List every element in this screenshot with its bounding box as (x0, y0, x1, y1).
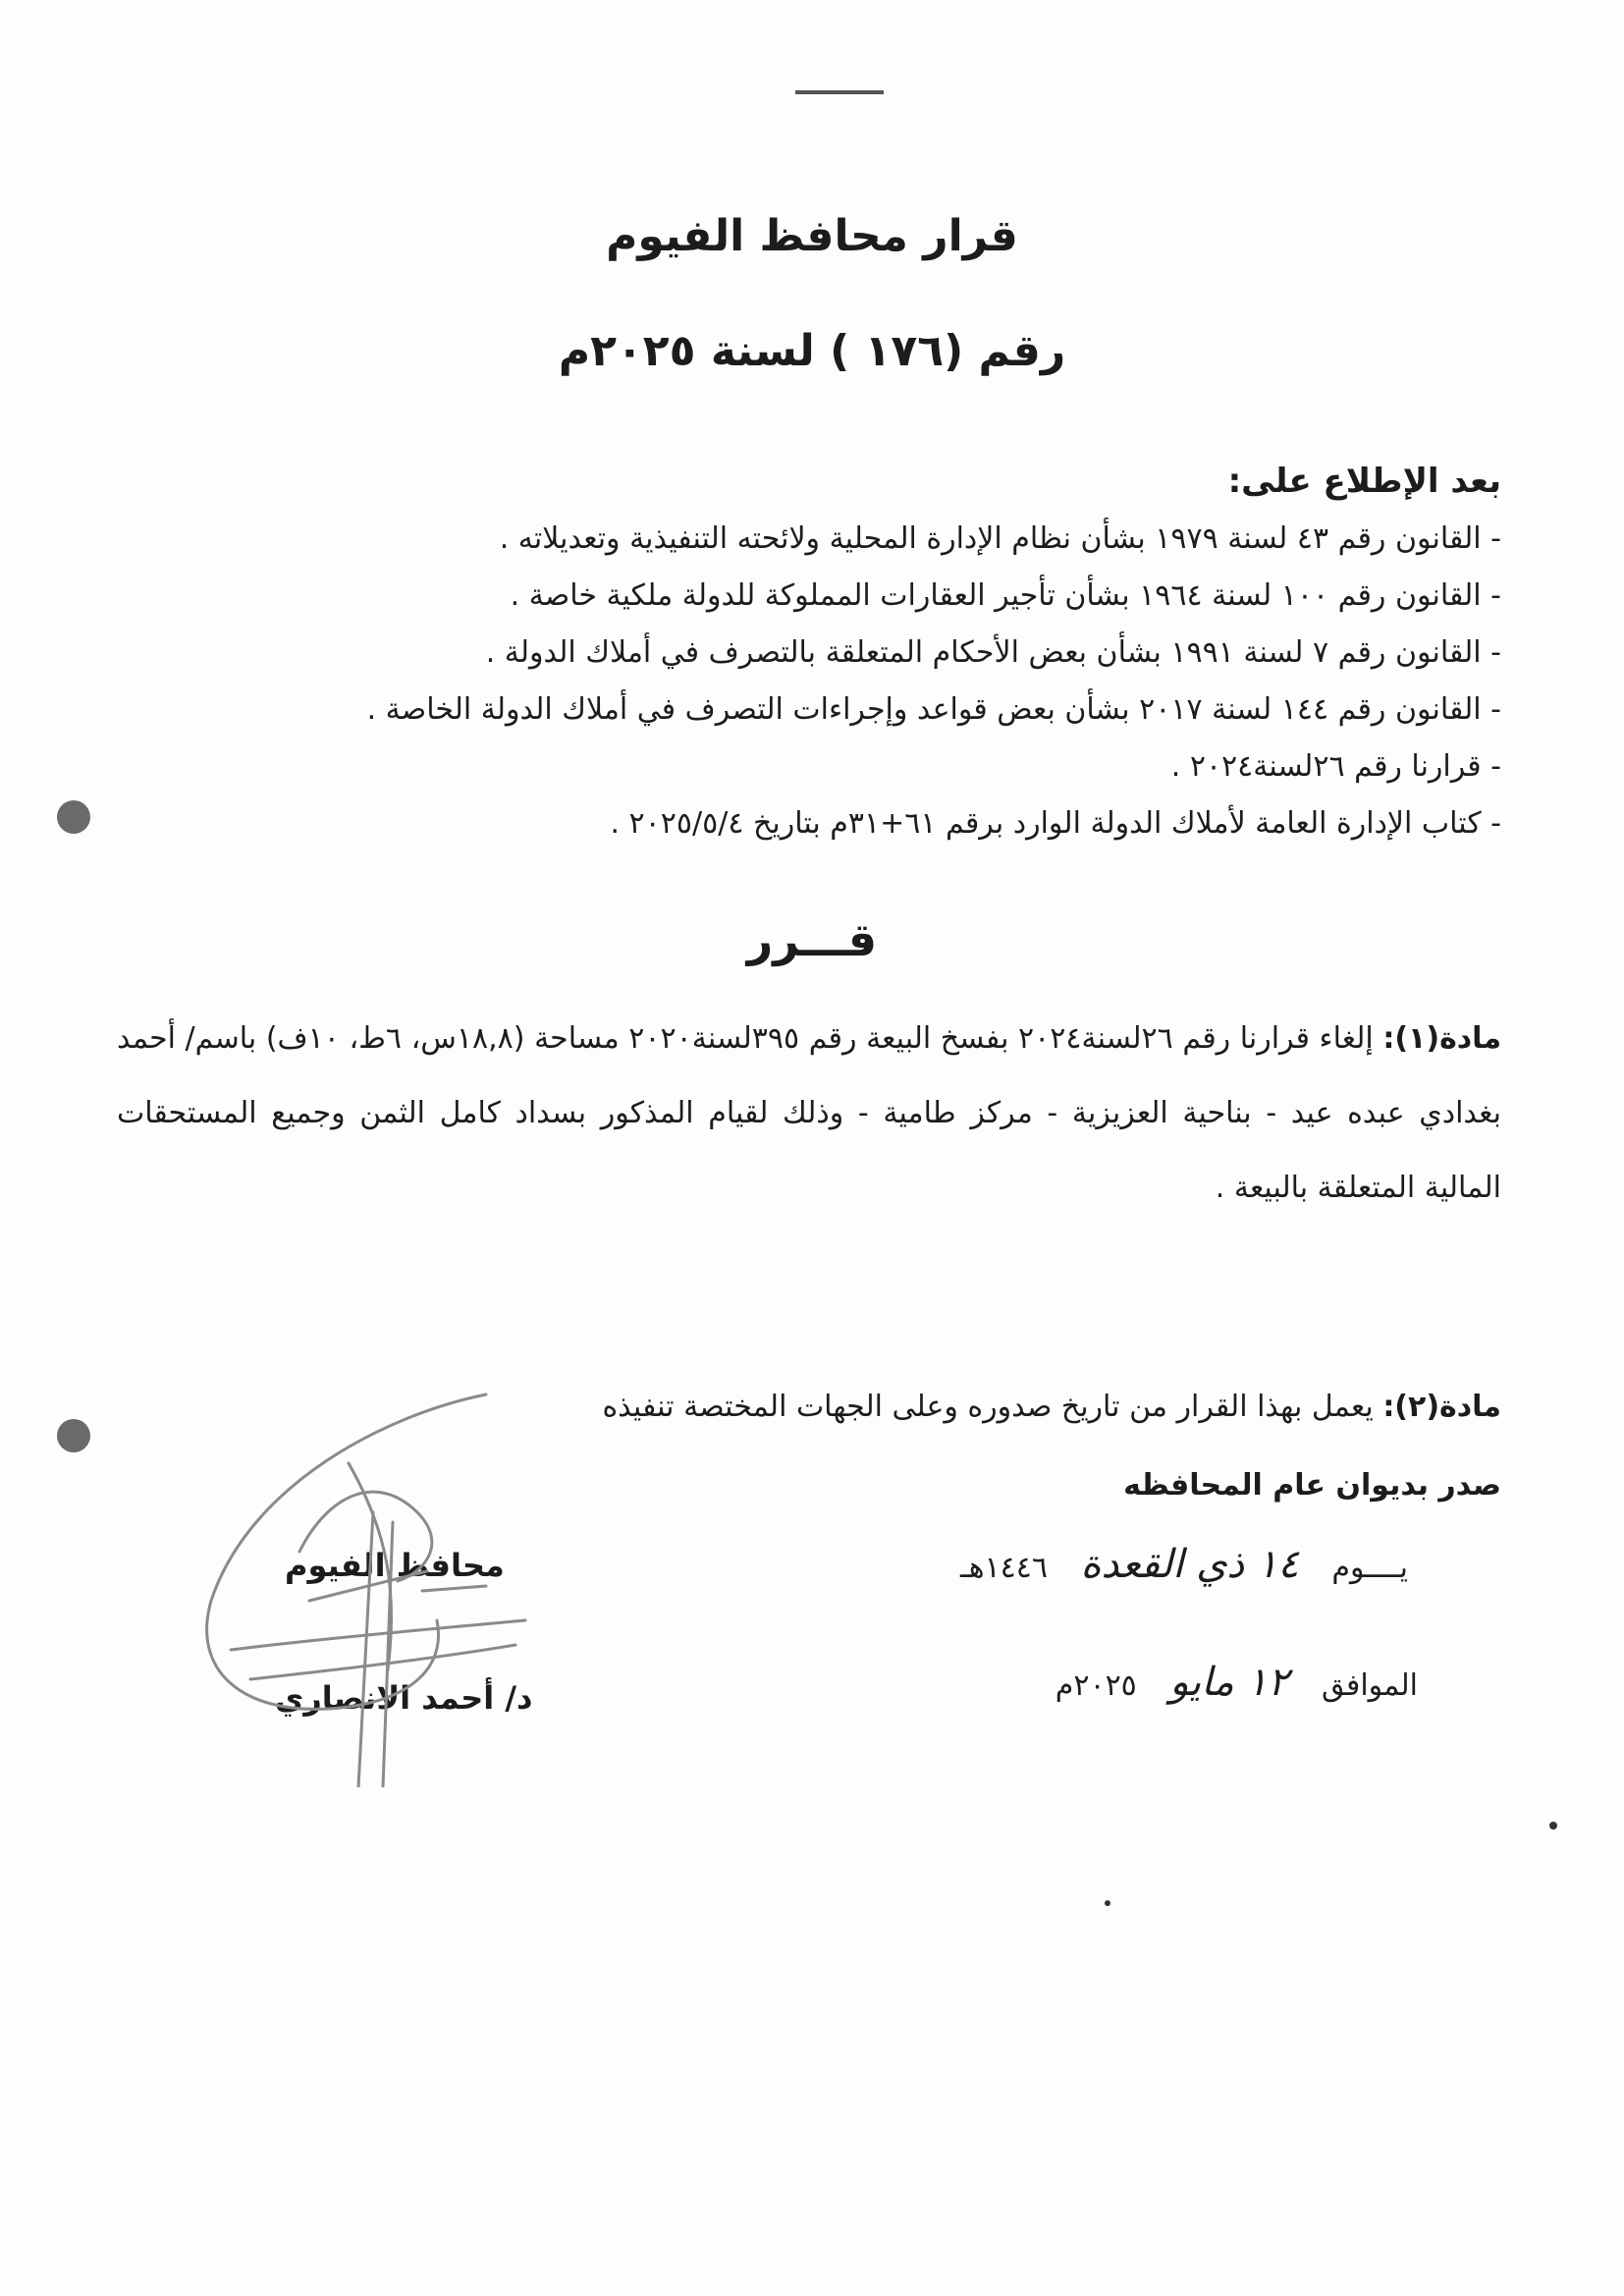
hijri-date-line (960, 1542, 1408, 1587)
document-title: قرار محافظ الفيوم (606, 211, 1018, 261)
preamble-list (127, 511, 1501, 852)
punch-hole (57, 800, 90, 834)
gregorian-handwritten-date: ١٢ مايو (1169, 1660, 1289, 1705)
gregorian-date-line (1056, 1660, 1418, 1705)
preamble-item: - القانون رقم ١٠٠ لسنة ١٩٦٤ بشأن تأجير العقارات المملوكة للدولة ملكية خاصة . (510, 578, 1501, 613)
article-1-text: إلغاء قرارنا رقم ٢٦لسنة٢٠٢٤ بفسخ البيعة رقم ٣٩٥لسنة٢٠٢٠ مساحة (١٨,٨س، ٦ط، ١٠ف) باسم/ أحمد بغدادي عبده عيد - بناحية العزيزية - مركز طامية - وذلك لقيام المذكور بسداد كامل الثمن وجميع المستحقات المالية المتعلقة بالبيعة . (117, 1021, 1501, 1205)
hijri-year: ١٤٤٦هـ (959, 1551, 1049, 1585)
article-2-text: يعمل بهذا القرار من تاريخ صدوره وعلى الجهات المختصة تنفيذه (602, 1390, 1374, 1424)
decision-number: رقم (١٧٦ ) لسنة ٢٠٢٥م (558, 326, 1066, 376)
decision-heading: قـــرر (746, 913, 878, 966)
preamble-heading: بعد الإطلاع على: (1227, 462, 1501, 501)
preamble-item: - القانون رقم ٧ لسنة ١٩٩١ بشأن بعض الأحكام المتعلقة بالتصرف في أملاك الدولة . (485, 635, 1501, 670)
gregorian-year: ٢٠٢٥م (1055, 1668, 1137, 1703)
top-dash-mark (795, 90, 884, 94)
preamble-item: - قرارنا رقم ٢٦لسنة٢٠٢٤ . (1170, 749, 1501, 784)
day-label: يــــوم (1331, 1551, 1408, 1585)
punch-hole (57, 1419, 90, 1452)
preamble-item: - كتاب الإدارة العامة لأملاك الدولة الوارد برقم ٦١+٣١م بتاريخ ٢٠٢٥/٥/٤ . (610, 806, 1501, 841)
preamble-item: - القانون رقم ١٤٤ لسنة ٢٠١٧ بشأن بعض قواعد وإجراءات التصرف في أملاك الدولة الخاصة . (366, 692, 1501, 727)
scan-speck (1105, 1900, 1110, 1906)
governor-title: محافظ الفيوم (285, 1547, 505, 1584)
signature (191, 1375, 545, 1787)
governor-name: د/ أحمد الانصاري (275, 1679, 533, 1717)
article-2-label: مادة(٢): (1382, 1390, 1501, 1424)
gregorian-label: الموافق (1321, 1668, 1418, 1703)
hijri-handwritten-date: ١٤ ذي القعدة (1080, 1542, 1299, 1587)
issued-at: صدر بديوان عام المحافظه (1123, 1468, 1501, 1503)
preamble-item: - القانون رقم ٤٣ لسنة ١٩٧٩ بشأن نظام الإدارة المحلية ولائحته التنفيذية وتعديلاته . (499, 521, 1501, 556)
article-1 (117, 1002, 1501, 1226)
scan-speck (1549, 1822, 1557, 1830)
article-1-label: مادة(١): (1382, 1021, 1502, 1056)
